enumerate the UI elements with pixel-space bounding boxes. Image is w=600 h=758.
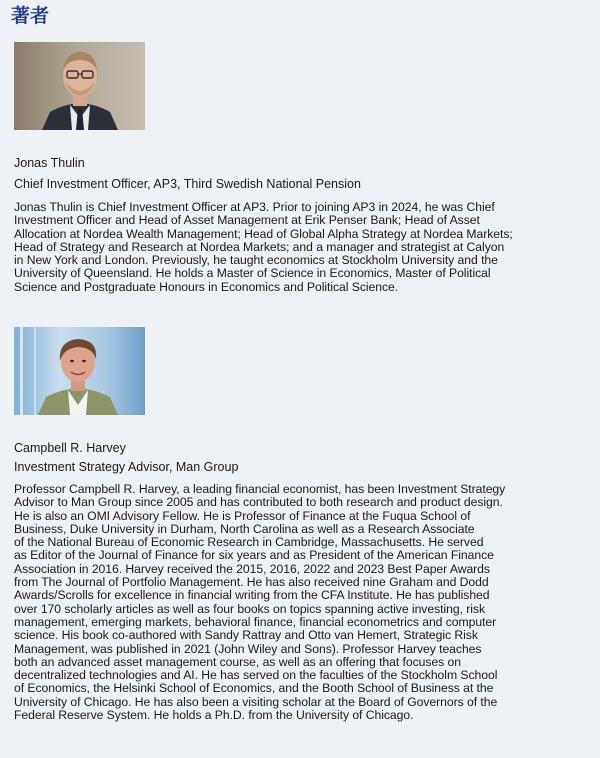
bio-line: Professor Campbell R. Harvey, a leading financial economist, has been Investment Strategy (14, 482, 506, 496)
author-role: Investment Strategy Advisor, Man Group (14, 460, 239, 474)
bio-line: as Editor of the Journal of Finance for six years and as President of the American Finance (14, 548, 494, 563)
bio-line: both an advanced asset management course, as well as an offering that focuses on (14, 654, 461, 669)
bio-line: Advisor to Man Group since 2005 and has contributed to both research and product design. (14, 495, 503, 510)
bio-line: from The Journal of Portfolio Management. He has also received nine Graham and Dodd (14, 575, 489, 590)
bio-line: science. His book co-authored with Sandy Rattray and Otto van Hemert, Strategic Risk (14, 628, 478, 643)
bio-line: management, emerging markets, behavioral finance, financial econometrics and computer (14, 614, 497, 629)
bio-line: of the National Bureau of Economic Research in Cambridge, Massachusetts. He served (14, 535, 484, 550)
bio-line: Business, Duke University in Durham, North Carolina as well as a Research Associate (14, 521, 475, 536)
bio-line: Federal Reserve System. He holds a Ph.D. from the University of Chicago. (14, 708, 414, 723)
bio-line: University of Chicago. He has also been a visiting scholar at the Board of Governors of the (14, 694, 498, 709)
bio-line: Allocation at Nordea Wealth Management; Head of Global Alpha Strategy at Nordea Markets; (14, 226, 513, 241)
bio-line: Awards/Scrolls for excellence in financial writing from the CFA Institute. He has published (14, 588, 490, 603)
bio-line: of Economics, the Helsinki School of Economics, and the Booth School of Business at the (14, 681, 494, 696)
author-bio (14, 483, 596, 722)
bio-line: Management, was published in 2021 (John Wiley and Sons). Professor Harvey teaches (14, 641, 482, 656)
bio-line: Investment Officer and Head of Asset Management at Erik Penser Bank; Head of Asset (14, 213, 480, 228)
bio-line: Jonas Thulin is Chief Investment Officer at AP3. Prior to joining AP3 in 2024, he was Chief (14, 200, 495, 214)
author-photo-thulin (14, 42, 145, 130)
author-name: Campbell R. Harvey (14, 441, 126, 455)
bio-line: in New York and London. Previously, he taught economics at Stockholm University and the (14, 253, 498, 268)
bio-line: decentralized technologies and AI. He has served on the faculties of the Stockholm School (14, 668, 498, 683)
bio-line: Science and Postgraduate Honours in Economics and Political Science. (14, 279, 399, 294)
author-name: Jonas Thulin (14, 156, 85, 170)
bio-line: He is also an OMI Advisory Fellow. He is Professor of Finance at the Fuqua School of (14, 508, 471, 523)
bio-line: Head of Strategy and Research at Nordea Markets; and a manager and strategist at Calyon (14, 239, 505, 254)
author-role: Chief Investment Officer, AP3, Third Swedish National Pension (14, 177, 361, 191)
author-bio (14, 201, 596, 294)
bio-line: Association in 2016. Harvey received the 2015, 2016, 2022 and 2023 Best Paper Awards (14, 561, 490, 576)
bio-line: over 170 scholarly articles as well as four books on topics spanning active investing, risk (14, 601, 485, 616)
bio-line: University of Queensland. He holds a Master of Science in Economics, Master of Political (14, 266, 491, 281)
page-title: 著者 (11, 5, 50, 27)
author-photo-harvey (14, 327, 145, 415)
